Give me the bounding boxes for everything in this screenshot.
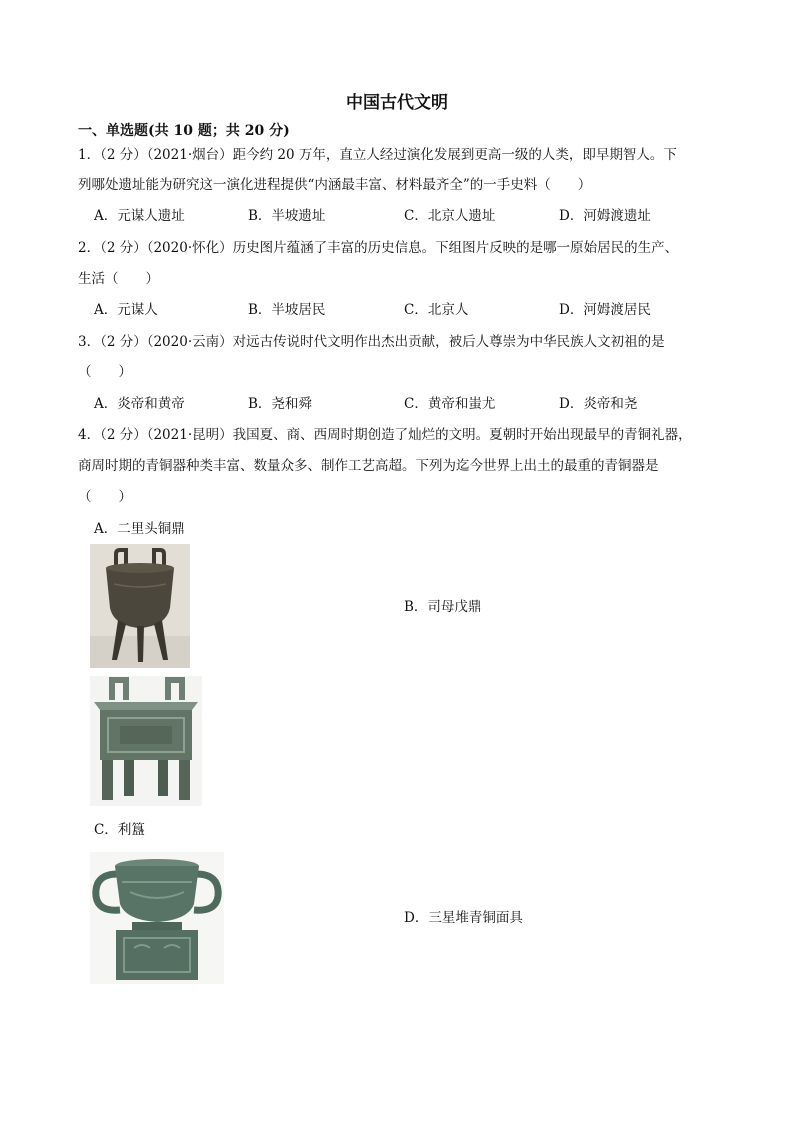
question-3-line-1: 3．（2 分）（2020·云南）对远古传说时代文明作出杰出贡献，被后人尊崇为中华民族人文初祖的是 (78, 334, 665, 350)
question-4-option-b[interactable]: B．司母戊鼎 (404, 599, 482, 615)
question-4-line-1: 4．（2 分）（2021·昆明）我国夏、商、西周时期创造了灿烂的文明。夏朝时开始出现最早的青铜礼器， (78, 427, 692, 443)
question-3-option-d[interactable]: D．炎帝和尧 (559, 396, 638, 412)
question-2-option-b[interactable]: B．半坡居民 (248, 302, 326, 318)
question-4-option-c[interactable]: C．利簋 (94, 822, 145, 838)
question-4-option-a[interactable]: A．二里头铜鼎 (94, 521, 185, 537)
li-gui-image (90, 852, 224, 984)
question-4-line-2: 商周时期的青铜器种类丰富、数量众多、制作工艺高超。下列为迄今世界上出土的最重的青铜器是 (78, 458, 659, 474)
question-3-option-b[interactable]: B．尧和舜 (248, 396, 312, 412)
question-3-option-a[interactable]: A．炎帝和黄帝 (94, 396, 185, 412)
question-2-line-1: 2．（2 分）（2020·怀化）历史图片蕴涵了丰富的历史信息。下组图片反映的是哪一原始居民的生产、 (78, 240, 679, 256)
question-3-line-2: （ ） (78, 364, 132, 380)
question-4-line-3: （ ） (78, 489, 132, 505)
question-2-line-2: 生活（ ） (78, 271, 159, 287)
question-1-option-b[interactable]: B．半坡遗址 (248, 208, 326, 224)
question-1-option-d[interactable]: D．河姆渡遗址 (559, 208, 651, 224)
section-heading: 一、单选题(共 10 题；共 20 分) (78, 123, 290, 139)
question-1-option-c[interactable]: C．北京人遗址 (404, 208, 496, 224)
question-2-option-c[interactable]: C．北京人 (404, 302, 469, 318)
simuwu-ding-image (90, 676, 202, 806)
question-2-option-a[interactable]: A．元谋人 (94, 302, 158, 318)
question-1-line-1: 1．（2 分）（2021·烟台）距今约 20 万年，直立人经过演化发展到更高一级的人类，即早期智人。下 (78, 147, 677, 163)
question-3-option-c[interactable]: C．黄帝和蚩尤 (404, 396, 496, 412)
question-1-line-2: 列哪处遗址能为研究这一演化进程提供“内涵最丰富、材料最齐全”的一手史料（ ） (78, 177, 592, 193)
page-title: 中国古代文明 (346, 93, 448, 113)
question-2-option-d[interactable]: D．河姆渡居民 (559, 302, 651, 318)
question-1-option-a[interactable]: A．元谋人遗址 (94, 208, 185, 224)
question-4-option-d[interactable]: D．三星堆青铜面具 (404, 910, 523, 926)
erlitou-ding-image (90, 544, 190, 668)
